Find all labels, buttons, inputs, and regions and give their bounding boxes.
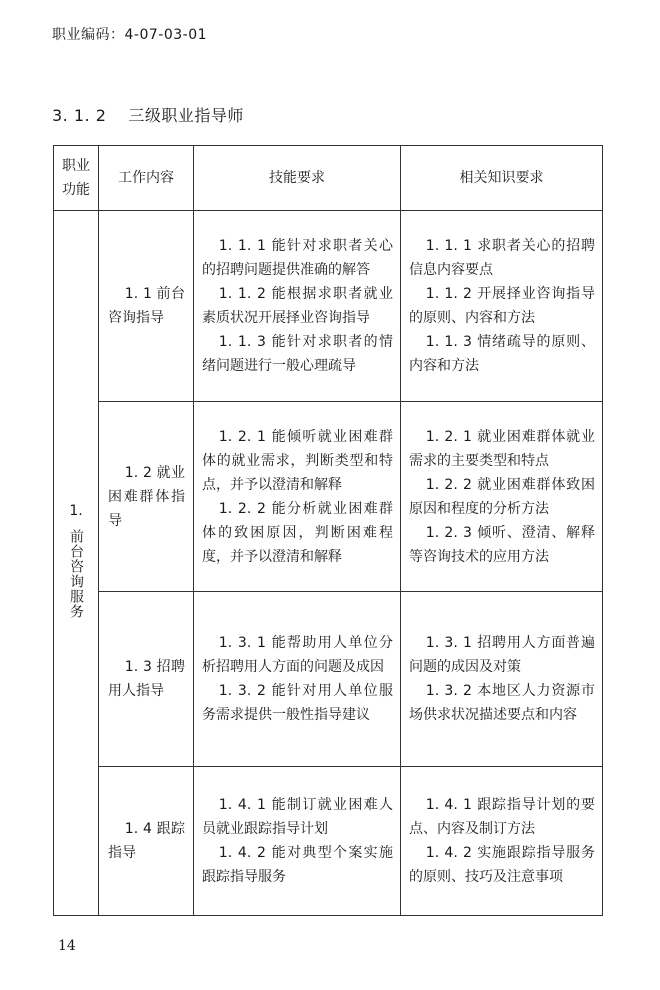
knowledge-item: 1. 3. 1 招聘用人方面普遍问题的成因及对策 — [409, 635, 595, 675]
table-header-row — [54, 146, 603, 211]
section-number: 3. 1. 2 — [52, 106, 107, 125]
knowledge-item: 1. 1. 2 开展择业咨询指导的原则、内容和方法 — [409, 286, 595, 326]
skill-item: 1. 2. 2 能分析就业困难群体的致困原因，判断困难程度，并予以澄清和解释 — [202, 500, 393, 565]
skill-item: 1. 1. 1 能针对求职者关心的招聘问题提供准确的解答 — [202, 238, 393, 278]
knowledge-item: 1. 2. 2 就业困难群体致困原因和程度的分析方法 — [409, 476, 595, 517]
knowledge-item: 1. 4. 2 实施跟踪指导服务的原则、技巧及注意事项 — [409, 845, 595, 885]
header-skill-requirements: 技能要求 — [194, 146, 401, 211]
work-content-cell — [99, 402, 194, 592]
function-label: 前台咨询服务 — [68, 529, 84, 619]
skill-item: 1. 1. 3 能针对求职者的情绪问题进行一般心理疏导 — [202, 334, 393, 374]
section-heading — [52, 103, 244, 126]
function-cell — [54, 211, 99, 916]
skill-item: 1. 4. 1 能制订就业困难人员就业跟踪指导计划 — [202, 797, 393, 837]
header-work-content: 工作内容 — [99, 146, 194, 211]
skill-cell — [194, 402, 401, 592]
knowledge-cell — [401, 402, 603, 592]
knowledge-item: 1. 1. 3 情绪疏导的原则、内容和方法 — [409, 334, 595, 374]
table-row — [54, 767, 603, 916]
knowledge-cell — [401, 211, 603, 402]
work-content-text: 1. 4 跟踪指导 — [108, 821, 185, 861]
skills-table — [53, 145, 603, 916]
knowledge-item: 1. 4. 1 跟踪指导计划的要点、内容及制订方法 — [409, 797, 595, 837]
knowledge-item: 1. 1. 1 求职者关心的招聘信息内容要点 — [409, 238, 595, 278]
section-title-text: 三级职业指导师 — [128, 106, 244, 125]
skill-item: 1. 1. 2 能根据求职者就业素质状况开展择业咨询指导 — [202, 286, 393, 326]
knowledge-item: 1. 2. 1 就业困难群体就业需求的主要类型和特点 — [409, 428, 595, 469]
skill-item: 1. 3. 2 能针对用人单位服务需求提供一般性指导建议 — [202, 683, 393, 723]
function-number: 1. — [69, 503, 83, 519]
table-row — [54, 402, 603, 592]
knowledge-cell — [401, 592, 603, 767]
knowledge-item: 1. 2. 3 倾听、澄清、解释等咨询技术的应用方法 — [409, 524, 595, 565]
skill-cell — [194, 767, 401, 916]
skill-cell — [194, 592, 401, 767]
header-function: 职业功能 — [54, 146, 99, 211]
work-content-cell — [99, 592, 194, 767]
work-content-text: 1. 3 招聘用人指导 — [108, 659, 185, 699]
knowledge-cell — [401, 767, 603, 916]
work-content-cell — [99, 211, 194, 402]
header-knowledge-requirements: 相关知识要求 — [401, 146, 603, 211]
skill-item: 1. 4. 2 能对典型个案实施跟踪指导服务 — [202, 845, 393, 885]
table-row — [54, 592, 603, 767]
skill-cell — [194, 211, 401, 402]
skill-item: 1. 2. 1 能倾听就业困难群体的就业需求，判断类型和特点，并予以澄清和解释 — [202, 428, 393, 493]
occupation-code: 职业编码：4-07-03-01 — [52, 27, 208, 43]
page-number: 14 — [58, 938, 76, 954]
table-row — [54, 211, 603, 402]
skill-item: 1. 3. 1 能帮助用人单位分析招聘用人方面的问题及成因 — [202, 635, 393, 675]
knowledge-item: 1. 3. 2 本地区人力资源市场供求状况描述要点和内容 — [409, 683, 595, 723]
work-content-text: 1. 1 前台咨询指导 — [108, 286, 185, 326]
work-content-cell — [99, 767, 194, 916]
work-content-text: 1. 2 就业困难群体指导 — [108, 464, 185, 529]
